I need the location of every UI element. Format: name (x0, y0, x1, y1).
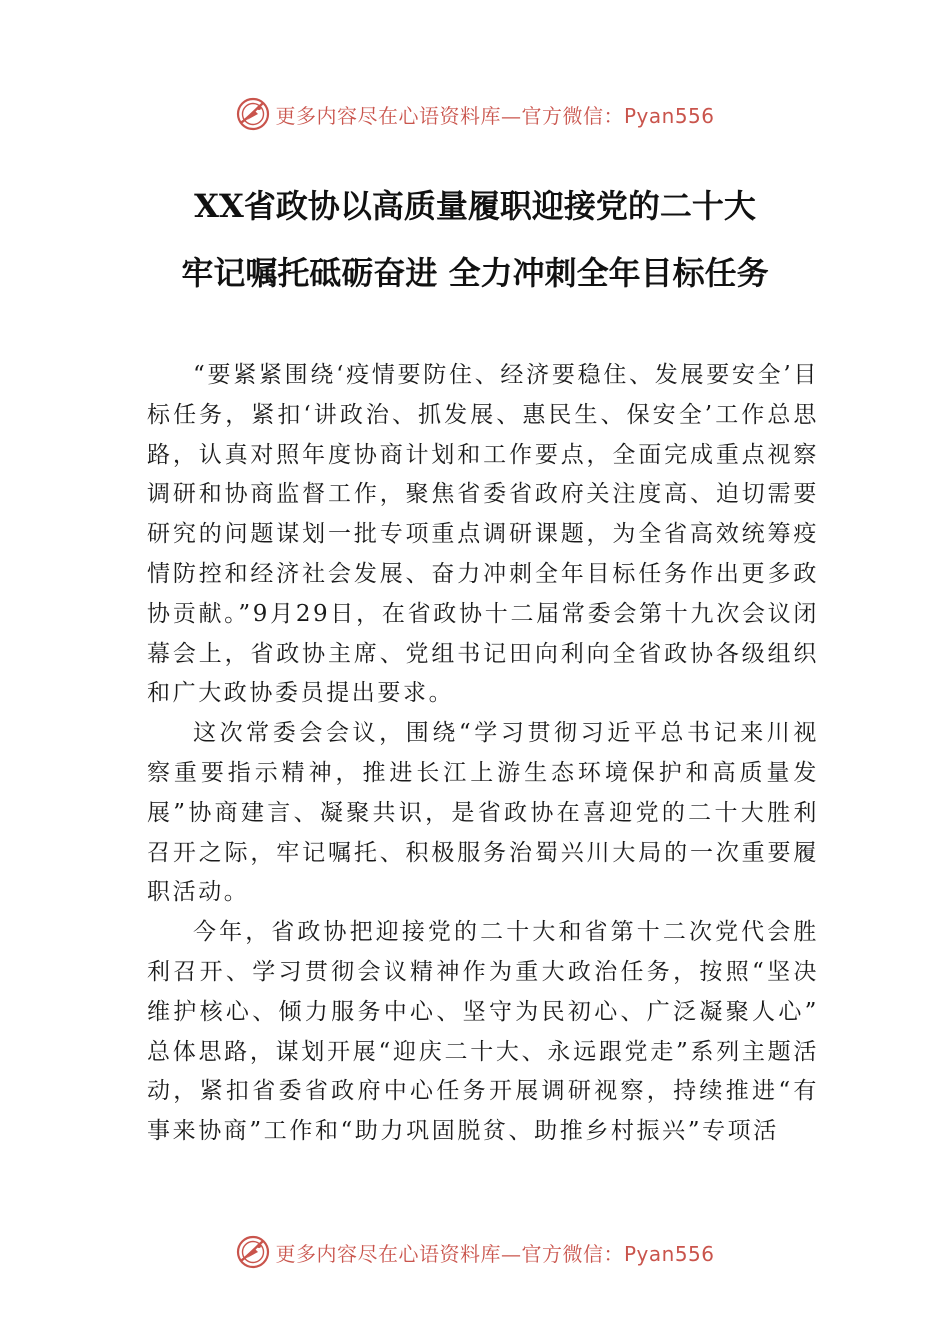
paragraph-2: 这次常委会会议，围绕“学习贯彻习近平总书记来川视察重要指示精神，推进长江上游生态环境保护和高质量发展”协商建言、凝聚共识，是省政协在喜迎党的二十大胜利召开之际，牢记嘱托、积极服务治蜀兴川大局的一次重要履职活动。 (147, 720, 819, 906)
watermark-text (275, 100, 714, 129)
wechat-id: Pyan556 (623, 1241, 715, 1266)
document-body (147, 356, 819, 1152)
paragraph-1: “要紧紧围绕‘疫情要防住、经济要稳住、发展要安全’目标任务，紧扣‘讲政治、抓发展、惠民生、保安全’工作总思路，认真对照年度协商计划和工作要点，全面完成重点视察调研和协商监督工作，聚焦省委省政府关注度高、迫切需要研究的问题谋划一批专项重点调研课题，为全省高效统筹疫情防控和经济社会发展、奋力冲刺全年目标任务作出更多政协贡献。”9月29日，在省政协十二届常委会第十九次会议闭幕会上，省政协主席、党组书记田向利向全省政协各级组织和广大政协委员提出要求。 (147, 362, 819, 707)
watermark-text (275, 1238, 714, 1267)
watermark-label: 更多内容尽在心语资料库—官方微信： (275, 103, 624, 128)
brand-logo-icon (235, 1234, 271, 1270)
paragraph-3: 今年，省政协把迎接党的二十大和省第十二次党代会胜利召开、学习贯彻会议精神作为重大政治任务，按照“坚决维护核心、倾力服务中心、坚守为民初心、广泛凝聚人心” 总体思路，谋划开展“迎庆二十大、永远跟党走”系列主题活动，紧扣省委省政府中心任务开展调研视察，持续推进“有事来协商”工作和“助力巩固脱贫、助推乡村振兴”专项活 (147, 919, 819, 1145)
title-line-1: XX省政协以高质量履职迎接党的二十大 (194, 187, 756, 225)
title-line-2: 牢记嘱托砥砺奋进 全力冲刺全年目标任务 (181, 254, 769, 292)
document-title (0, 186, 950, 293)
wechat-id: Pyan556 (623, 103, 715, 128)
brand-logo-icon (235, 96, 271, 132)
header-watermark-banner (0, 94, 950, 134)
footer-watermark-banner (0, 1232, 950, 1272)
watermark-label: 更多内容尽在心语资料库—官方微信： (275, 1241, 624, 1266)
